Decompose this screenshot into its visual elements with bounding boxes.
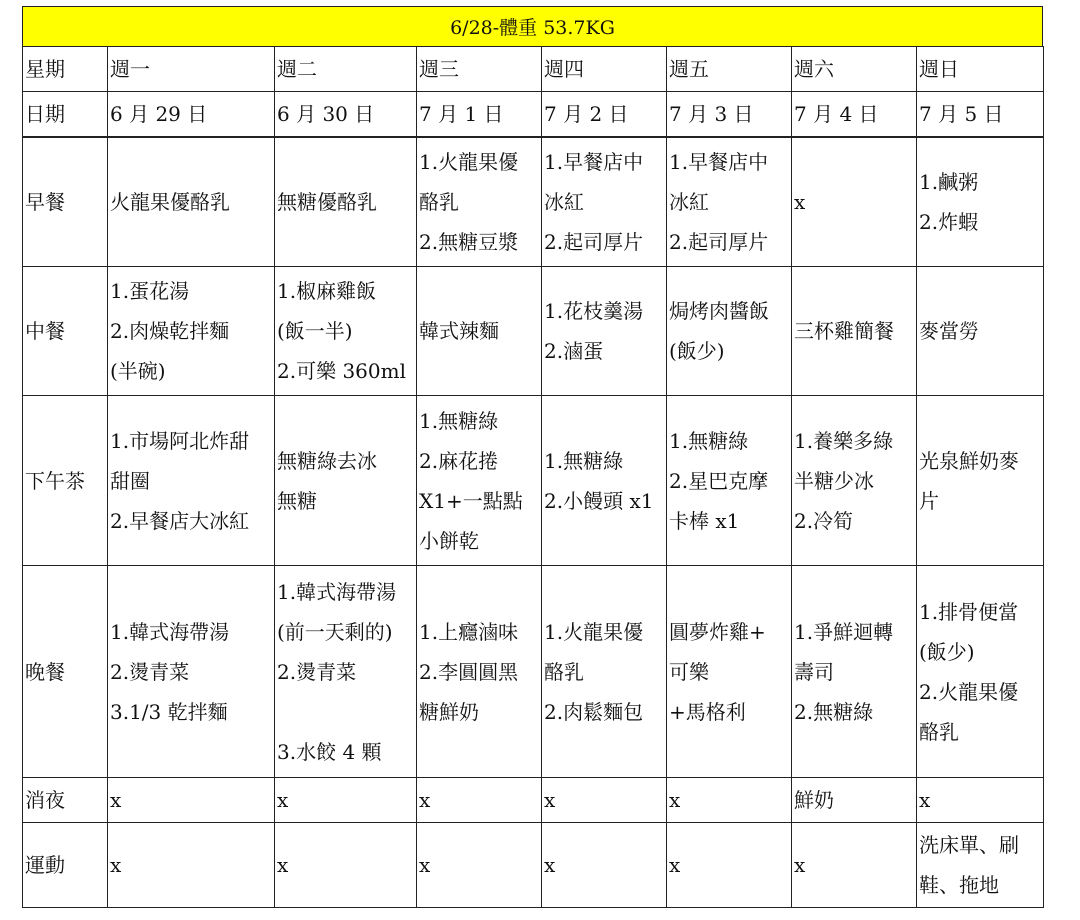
cell-line: 甜圈 (110, 468, 150, 493)
meal-cell (417, 778, 542, 823)
meal-cell (108, 823, 275, 908)
sheet-title: 6/28-體重 53.7KG (22, 6, 1043, 46)
row-label: 中餐 (23, 267, 108, 396)
meal-cell (417, 137, 542, 267)
meal-cell (275, 566, 417, 778)
cell-line (277, 692, 414, 732)
cell-line: 1.無糖綠 (419, 408, 499, 433)
meal-cell (667, 566, 792, 778)
meal-cell (917, 137, 1044, 267)
cell-line: 2.李圓圓黑 (419, 659, 519, 684)
meal-cell (792, 396, 917, 566)
cell-line: x (419, 853, 431, 877)
cell-line: 2.起司厚片 (669, 230, 769, 254)
meal-cell (667, 137, 792, 267)
date-cell: 日期 (23, 92, 108, 138)
cell-line: 2.炸蝦 (919, 210, 979, 234)
cell-line: x (794, 853, 806, 877)
cell-line: 冰紅 (669, 190, 709, 214)
meal-cell (108, 396, 275, 566)
cell-line: 1.早餐店中 (669, 150, 769, 174)
cell-line: 1.養樂多綠 (794, 428, 894, 453)
cell-line: 1.爭鮮迴轉 (794, 619, 894, 644)
cell-line: (飯少) (919, 639, 975, 664)
cell-line: (飯一半) (277, 319, 353, 343)
cell-line: 小餅乾 (419, 528, 479, 553)
meal-cell (792, 778, 917, 823)
cell-line: 2.燙青菜 (110, 659, 190, 684)
cell-line: 2.無糖豆漿 (419, 230, 519, 254)
cell-line: 圓夢炸雞+ (669, 619, 766, 644)
header-cell: 週四 (542, 47, 667, 92)
cell-line: 焗烤肉醬飯 (669, 299, 769, 323)
meal-cell (542, 267, 667, 396)
header-cell: 週日 (917, 47, 1044, 92)
cell-line: 1.上癮滷味 (419, 619, 519, 644)
meal-cell (108, 137, 275, 267)
date-cell: 7 月 3 日 (667, 92, 792, 138)
meal-cell (108, 267, 275, 396)
lunch-row (23, 267, 1044, 396)
dinner-row (23, 566, 1044, 778)
cell-line: 3.水餃 4 顆 (277, 739, 382, 764)
cell-line: 無糖綠去冰 (277, 448, 377, 473)
meal-cell (667, 823, 792, 908)
cell-line: 2.無糖綠 (794, 699, 874, 724)
cell-line: 可樂 (669, 659, 709, 684)
row-label: 下午茶 (23, 396, 108, 566)
cell-line: 壽司 (794, 659, 834, 684)
meal-cell (275, 778, 417, 823)
cell-line: x (544, 853, 556, 877)
cell-line: x (277, 853, 289, 877)
date-cell: 6 月 30 日 (275, 92, 417, 138)
cell-line: 1.韓式海帶湯 (110, 619, 230, 644)
meal-cell (792, 267, 917, 396)
header-cell: 週一 (108, 47, 275, 92)
meal-cell (667, 267, 792, 396)
row-label: 運動 (23, 823, 108, 908)
meal-cell (108, 778, 275, 823)
meal-cell (667, 396, 792, 566)
cell-line: 韓式辣麵 (419, 319, 499, 343)
row-label: 消夜 (23, 778, 108, 823)
cell-line: (飯少) (669, 339, 725, 363)
cell-line: 2.可樂 360ml (277, 359, 406, 383)
header-cell: 週二 (275, 47, 417, 92)
cell-line: 2.麻花捲 (419, 448, 499, 473)
meal-cell (792, 823, 917, 908)
cell-line: 1.無糖綠 (544, 448, 624, 473)
cell-line: 酪乳 (419, 190, 459, 214)
weekday-header-row (23, 47, 1044, 92)
row-label: 晚餐 (23, 566, 108, 778)
cell-line: 1.鹹粥 (919, 170, 979, 194)
meal-cell (792, 566, 917, 778)
cell-line: 無糖 (277, 488, 317, 513)
cell-line: 2.火龍果優 (919, 679, 1019, 704)
meal-cell (275, 267, 417, 396)
exercise-row (23, 823, 1044, 908)
meal-cell (275, 396, 417, 566)
cell-line: 洗床單、刷 (919, 833, 1019, 857)
cell-line: 酪乳 (919, 719, 959, 744)
cell-line: 1.早餐店中 (544, 150, 644, 174)
cell-line: 酪乳 (544, 659, 584, 684)
cell-line: 半糖少冰 (794, 468, 874, 493)
cell-line: 1.火龍果優 (419, 150, 519, 174)
cell-line: 1.無糖綠 (669, 428, 749, 453)
cell-line: 2.肉燥乾拌麵 (110, 319, 230, 343)
date-cell: 7 月 1 日 (417, 92, 542, 138)
header-cell: 週六 (792, 47, 917, 92)
date-cell: 7 月 2 日 (542, 92, 667, 138)
cell-line: x (794, 190, 806, 214)
cell-line: x (277, 788, 289, 812)
meal-cell (417, 566, 542, 778)
meal-cell (667, 778, 792, 823)
cell-line: 片 (919, 488, 939, 513)
cell-line: 1.韓式海帶湯 (277, 579, 397, 604)
cell-line: 2.小饅頭 x1 (544, 488, 654, 513)
cell-line: x (110, 853, 122, 877)
cell-line: 2.起司厚片 (544, 230, 644, 254)
cell-line: 2.滷蛋 (544, 339, 604, 363)
meal-cell (542, 137, 667, 267)
meal-cell (417, 267, 542, 396)
date-cell: 7 月 4 日 (792, 92, 917, 138)
cell-line: x (919, 788, 931, 812)
cell-line: 3.1/3 乾拌麵 (110, 699, 228, 724)
meal-cell (542, 396, 667, 566)
cell-line: 1.花枝羹湯 (544, 299, 644, 323)
meal-table (22, 46, 1044, 908)
cell-line: x (669, 853, 681, 877)
date-row (23, 92, 1044, 138)
cell-line: 1.蛋花湯 (110, 279, 190, 303)
meal-cell (542, 823, 667, 908)
meal-cell (275, 823, 417, 908)
header-cell: 週五 (667, 47, 792, 92)
cell-line: 三杯雞簡餐 (794, 319, 894, 343)
cell-line: 無糖優酪乳 (277, 190, 377, 214)
meal-cell (542, 566, 667, 778)
cell-line: 光泉鮮奶麥 (919, 448, 1019, 473)
cell-line: 2.肉鬆麵包 (544, 699, 644, 724)
cell-line: x (419, 788, 431, 812)
meal-cell (417, 396, 542, 566)
cell-line: x (110, 788, 122, 812)
cell-line: x (669, 788, 681, 812)
cell-line: x (544, 788, 556, 812)
meal-cell (542, 778, 667, 823)
date-cell: 6 月 29 日 (108, 92, 275, 138)
cell-line: 2.冷筍 (794, 508, 854, 533)
late-snack-row (23, 778, 1044, 823)
meal-cell (917, 566, 1044, 778)
cell-line: 火龍果優酪乳 (110, 190, 230, 214)
header-cell: 週三 (417, 47, 542, 92)
cell-line: 1.椒麻雞飯 (277, 279, 377, 303)
cell-line: +馬格利 (669, 699, 746, 724)
meal-cell (917, 267, 1044, 396)
meal-cell (108, 566, 275, 778)
cell-line: X1+一點點 (419, 488, 523, 513)
date-cell: 7 月 5 日 (917, 92, 1044, 138)
cell-line: 鮮奶 (794, 788, 834, 812)
cell-line: 冰紅 (544, 190, 584, 214)
meal-cell (275, 137, 417, 267)
cell-line: 1.火龍果優 (544, 619, 644, 644)
cell-line: 2.燙青菜 (277, 659, 357, 684)
cell-line: (半碗) (110, 359, 166, 383)
row-label: 早餐 (23, 137, 108, 267)
afternoon-tea-row (23, 396, 1044, 566)
meal-cell (917, 823, 1044, 908)
meal-log-sheet (22, 6, 1043, 908)
header-cell: 星期 (23, 47, 108, 92)
breakfast-row (23, 137, 1044, 267)
meal-cell (917, 778, 1044, 823)
cell-line: 2.早餐店大冰紅 (110, 508, 250, 533)
cell-line: 2.星巴克摩 (669, 468, 769, 493)
cell-line: 糖鮮奶 (419, 699, 479, 724)
cell-line: 1.市場阿北炸甜 (110, 428, 250, 453)
meal-cell (792, 137, 917, 267)
meal-cell (917, 396, 1044, 566)
cell-line: 1.排骨便當 (919, 599, 1019, 624)
meal-cell (417, 823, 542, 908)
cell-line: 卡棒 x1 (669, 508, 740, 533)
cell-line: (前一天剩的) (277, 619, 393, 644)
cell-line: 麥當勞 (919, 319, 979, 343)
cell-line: 鞋、拖地 (919, 873, 999, 897)
